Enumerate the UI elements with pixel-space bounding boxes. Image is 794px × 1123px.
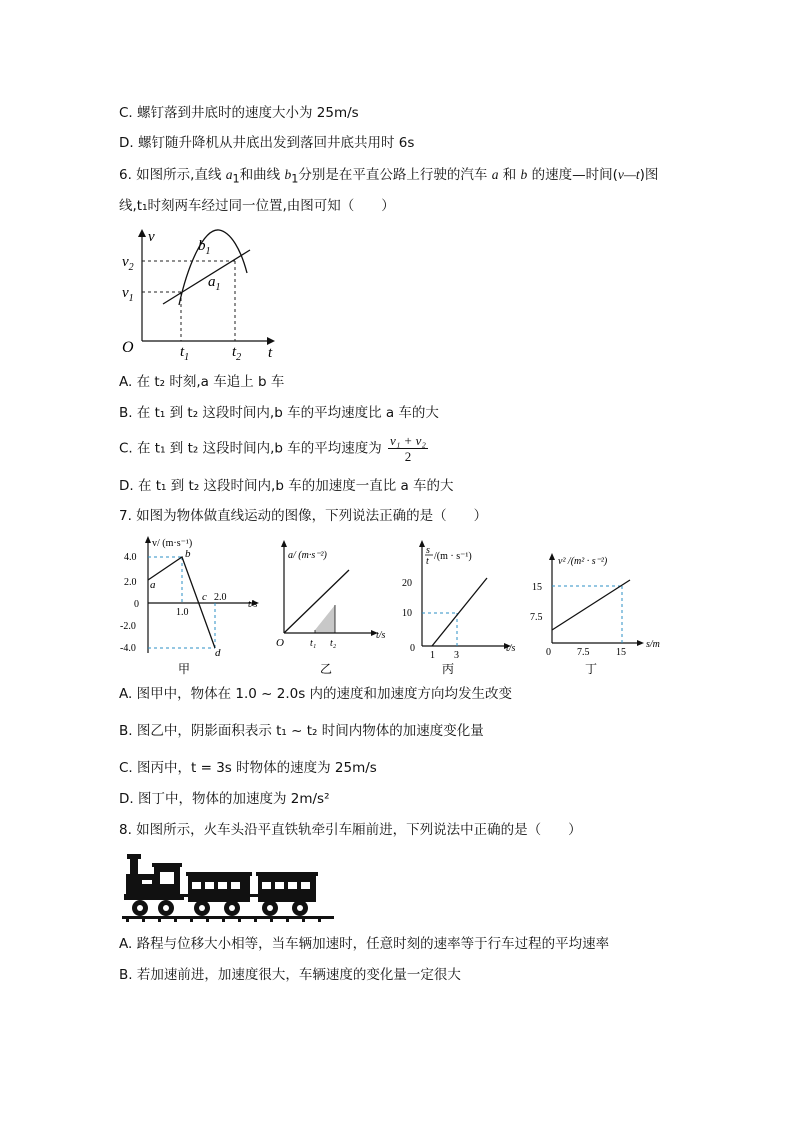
svg-text:1: 1 bbox=[430, 650, 435, 661]
q6-label-b1: $b_1$ bbox=[198, 238, 211, 257]
svg-text:4.0: 4.0 bbox=[124, 552, 137, 563]
q6-curve-b1 bbox=[179, 230, 247, 305]
svg-text:v² /(m² · s⁻²): v² /(m² · s⁻²) bbox=[558, 556, 608, 567]
svg-text:t/s: t/s bbox=[376, 630, 386, 641]
q8-option-a: A. 路程与位移大小相等，当车辆加速时，任意时刻的速率等于行车过程的平均速率 bbox=[119, 936, 610, 952]
q6-label-v2: $v_2$ bbox=[122, 254, 134, 273]
q6-origin: O bbox=[122, 339, 134, 356]
q7-graph-jia bbox=[120, 536, 259, 676]
locomotive bbox=[124, 854, 184, 900]
train-wheels bbox=[132, 900, 308, 916]
svg-text:O: O bbox=[276, 637, 284, 649]
svg-text:d: d bbox=[215, 647, 221, 659]
svg-text:/(m · s⁻¹): /(m · s⁻¹) bbox=[434, 551, 472, 562]
q6-fraction: $\frac{\text{v₁ + v₂}}{2}$ bbox=[390, 433, 426, 464]
svg-text:2.0: 2.0 bbox=[124, 577, 137, 588]
q6-line-a1 bbox=[163, 250, 250, 304]
q6-stem-line1: 6. 如图所示,直线 $a_1$和曲线 $b_1$分别是在平直公路上行驶的汽车 a 和 b 的速度—时间(v—t)图 bbox=[119, 167, 659, 186]
q6-option-a: A. 在 t₂ 时刻,a 车追上 b 车 bbox=[119, 374, 285, 390]
svg-text:t/s: t/s bbox=[506, 643, 516, 654]
q7-option-c: C. 图丙中，t = 3s 时物体的速度为 25m/s bbox=[119, 760, 377, 776]
svg-text:丙: 丙 bbox=[442, 662, 455, 676]
q6-vt-graph bbox=[118, 224, 283, 364]
svg-text:2.0: 2.0 bbox=[214, 592, 227, 603]
q6-axis-t: t bbox=[268, 345, 273, 361]
svg-text:15: 15 bbox=[532, 582, 542, 593]
q7-graph-ding bbox=[530, 553, 660, 676]
svg-text:0: 0 bbox=[134, 599, 139, 610]
svg-text:3: 3 bbox=[454, 650, 459, 661]
svg-text:乙: 乙 bbox=[320, 662, 333, 676]
svg-text:20: 20 bbox=[402, 578, 412, 589]
q6-label-t1: $t_1$ bbox=[180, 344, 190, 363]
svg-text:v/ (m·s⁻¹): v/ (m·s⁻¹) bbox=[152, 538, 193, 549]
q5-option-c: C. 螺钉落到井底时的速度大小为 25m/s bbox=[119, 105, 359, 121]
svg-text:-2.0: -2.0 bbox=[120, 621, 136, 632]
svg-text:-4.0: -4.0 bbox=[120, 643, 136, 654]
q7-option-d: D. 图丁中，物体的加速度为 2m/s² bbox=[119, 791, 330, 807]
q7-stem: 7. 如图为物体做直线运动的图像，下列说法正确的是（ ） bbox=[119, 508, 488, 524]
q8-option-b: B. 若加速前进，加速度很大，车辆速度的变化量一定很大 bbox=[119, 967, 461, 983]
svg-text:c: c bbox=[202, 591, 207, 603]
svg-text:s: s bbox=[426, 545, 430, 556]
q6-axis-v: v bbox=[148, 229, 155, 245]
svg-text:t₂: t₂ bbox=[330, 638, 337, 649]
svg-text:t/s: t/s bbox=[248, 599, 258, 610]
q6-label-v1: $v_1$ bbox=[122, 285, 134, 304]
q6-option-c: C. 在 t₁ 到 t₂ 这段时间内,b 车的平均速度为 $\frac{\text{v₁ + v₂}}{2}$ bbox=[119, 433, 426, 464]
q7-option-b: B. 图乙中，阴影面积表示 t₁ ~ t₂ 时间内物体的加速度变化量 bbox=[119, 723, 484, 739]
svg-text:t₁: t₁ bbox=[310, 638, 317, 649]
svg-text:a: a bbox=[150, 579, 156, 591]
q6-option-b: B. 在 t₁ 到 t₂ 这段时间内,b 车的平均速度比 a 车的大 bbox=[119, 405, 439, 421]
q7-graph-bing bbox=[402, 540, 516, 676]
q5-option-d: D. 螺钉随升降机从井底出发到落回井底共用时 6s bbox=[119, 135, 415, 151]
svg-text:a/ (m·s⁻²): a/ (m·s⁻²) bbox=[288, 550, 327, 561]
q6-option-d: D. 在 t₁ 到 t₂ 这段时间内,b 车的加速度一直比 a 车的大 bbox=[119, 478, 454, 494]
q7-figures bbox=[112, 533, 672, 678]
q7-graph-yi bbox=[276, 540, 386, 676]
svg-text:1.0: 1.0 bbox=[176, 607, 189, 618]
q6-label-a1: $a_1$ bbox=[208, 274, 221, 293]
q8-stem: 8. 如图所示，火车头沿平直铁轨牵引车厢前进，下列说法中正确的是（ ） bbox=[119, 822, 582, 838]
svg-text:0: 0 bbox=[546, 647, 551, 658]
svg-text:t: t bbox=[426, 556, 429, 567]
svg-text:7.5: 7.5 bbox=[577, 647, 590, 658]
svg-text:s/m: s/m bbox=[646, 639, 660, 650]
q6-stem-line2: 线,t₁时刻两车经过同一位置,由图可知（ ） bbox=[119, 198, 395, 214]
q7-yi-shaded-area bbox=[315, 605, 335, 633]
q7-option-a: A. 图甲中，物体在 1.0 ~ 2.0s 内的速度和加速度方向均发生改变 bbox=[119, 686, 513, 702]
svg-text:15: 15 bbox=[616, 647, 626, 658]
q6-label-t2: $t_2$ bbox=[232, 344, 242, 363]
svg-text:甲: 甲 bbox=[178, 662, 191, 676]
svg-text:0: 0 bbox=[410, 643, 415, 654]
train-illustration bbox=[122, 852, 337, 924]
svg-text:b: b bbox=[185, 548, 191, 560]
svg-text:10: 10 bbox=[402, 608, 412, 619]
svg-text:7.5: 7.5 bbox=[530, 612, 543, 623]
svg-text:丁: 丁 bbox=[585, 662, 598, 676]
